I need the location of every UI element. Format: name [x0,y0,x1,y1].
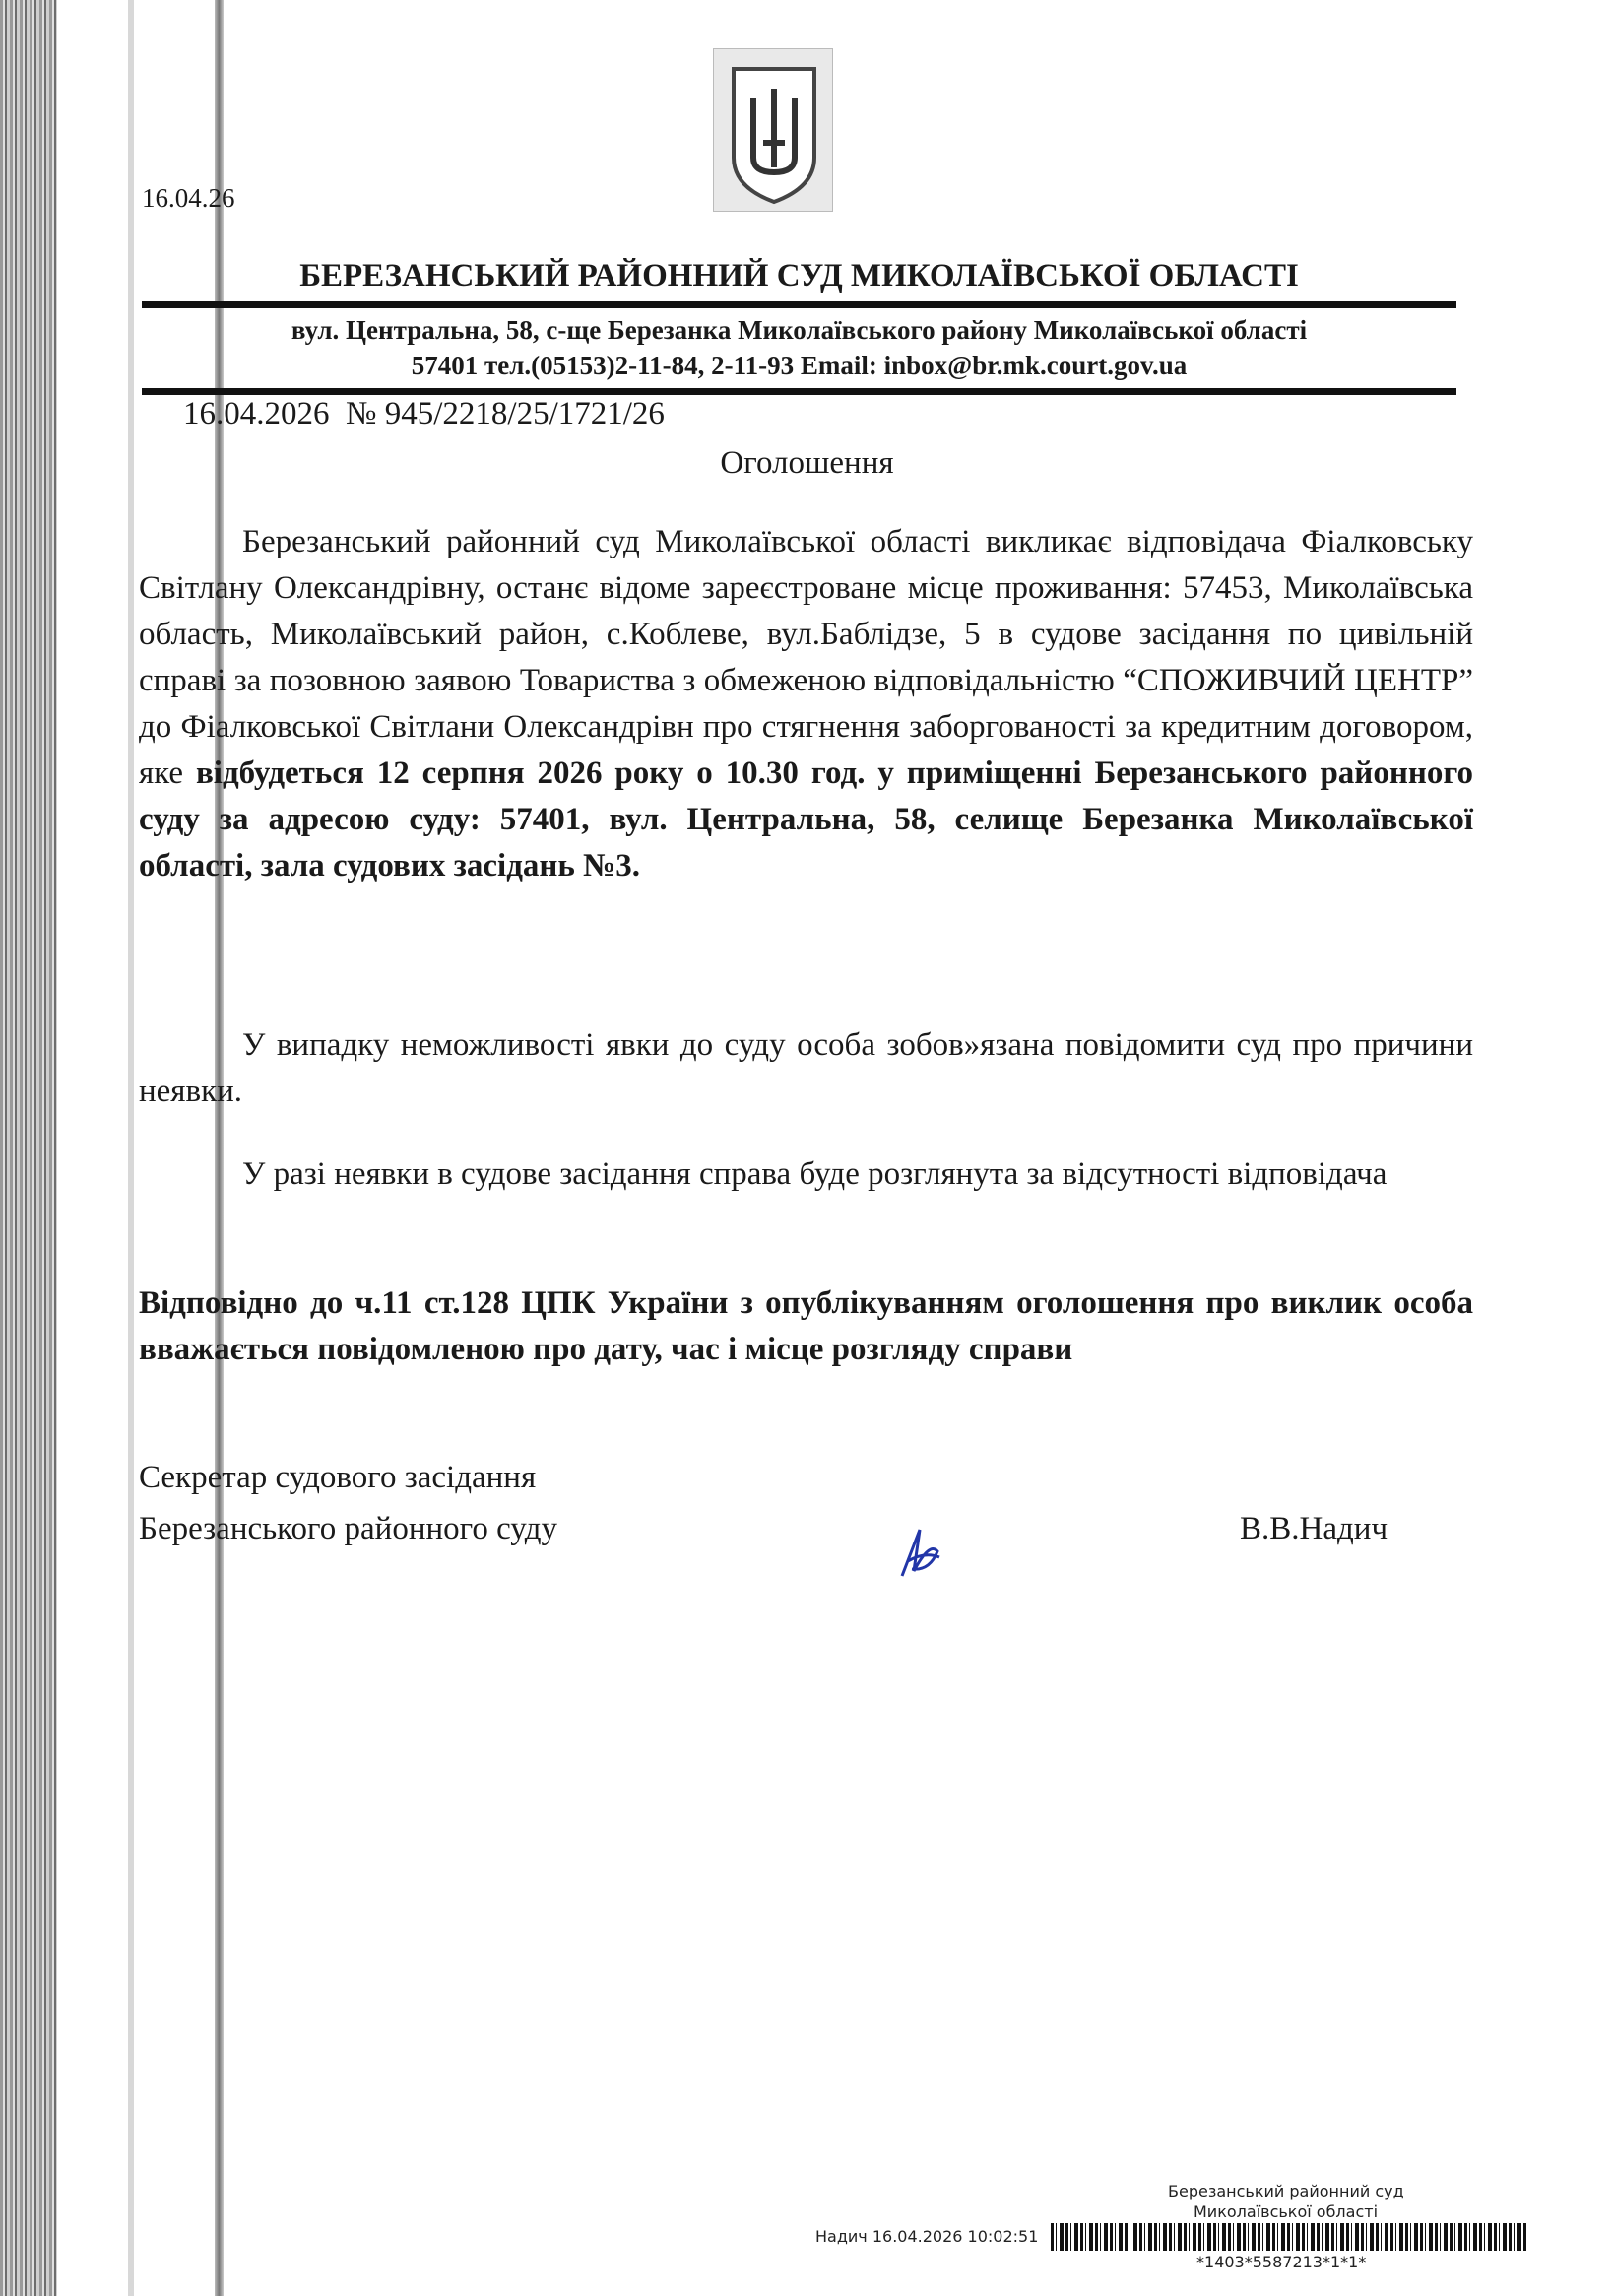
header-rule [142,388,1456,395]
barcode [1051,2223,1526,2251]
stamp-court-line2: Миколаївської області [1194,2202,1379,2221]
absence-notice-paragraph: У випадку неможливості явки до суду особа зобов»язана повідомити суд про причини неявки. [139,1027,1473,1109]
hearing-details: відбудеться 12 серпня 2026 року о 10.30 год. у приміщенні Березанського районного суду за адресою суду: 57401, вул. Центральна, 58, селище Березанка Миколаївської області, зала судових засідань №3. [139,755,1474,884]
scan-edge-artifact [0,0,57,2296]
signer-name: В.В.Надич [1240,1511,1388,1546]
document-heading: Оголошення [720,445,894,481]
received-date-stamp: 16.04.26 [142,183,235,213]
signer-title: Секретар судового засідання [139,1460,537,1495]
coat-of-arms-emblem-icon [713,48,833,212]
barcode-number: *1403*5587213*1*1* [1196,2253,1367,2271]
scan-edge-artifact [128,0,134,2296]
legal-basis-paragraph: Відповідно до ч.11 ст.128 ЦПК України з опублікуванням оголошення про виклик особа вважається повідомленою про дату, час і місце розгляду справи [139,1285,1473,1367]
summons-text: Березанський районний суд Миколаївської області викликає відповідача Фіалковську Світлану Олександрівну, останє відоме зареєстроване місце проживання: 57453, Миколаївська область, Миколаївський район, с.Коблеве, вул.Баблідзе, 5 в судове засідання по цивільній справі за позовною заявою Товариства з обмеженою відповідальністю “СПОЖИВЧИЙ ЦЕНТР” до Фіалковської Світлани Олександрівн про стягнення заборгованості за кредитним договором, яке [139,524,1473,791]
court-address: вул. Центральна, 58, с-ще Березанка Миколаївського району Миколаївської області [291,315,1308,345]
court-contacts: 57401 тел.(05153)2-11-84, 2-11-93 Email: inbox@br.mk.court.gov.ua [411,351,1188,380]
court-name-title: БЕРЕЗАНСЬКИЙ РАЙОННИЙ СУД МИКОЛАЇВСЬКОЇ ОБЛАСТІ [299,258,1299,294]
signer-court: Березанського районного суду [139,1511,558,1546]
stamp-court-line1: Березанський районний суд [1168,2182,1404,2200]
default-hearing-paragraph: У разі неявки в судове засідання справа буде розглянута за відсутності відповідача [242,1156,1388,1192]
summons-paragraph [139,519,1473,889]
document-date-number: 16.04.2026 № 945/2218/25/1721/26 [183,396,665,431]
stamp-registered: Надич 16.04.2026 10:02:51 [815,2227,1039,2246]
signature-icon [890,1522,949,1586]
header-rule [142,301,1456,308]
